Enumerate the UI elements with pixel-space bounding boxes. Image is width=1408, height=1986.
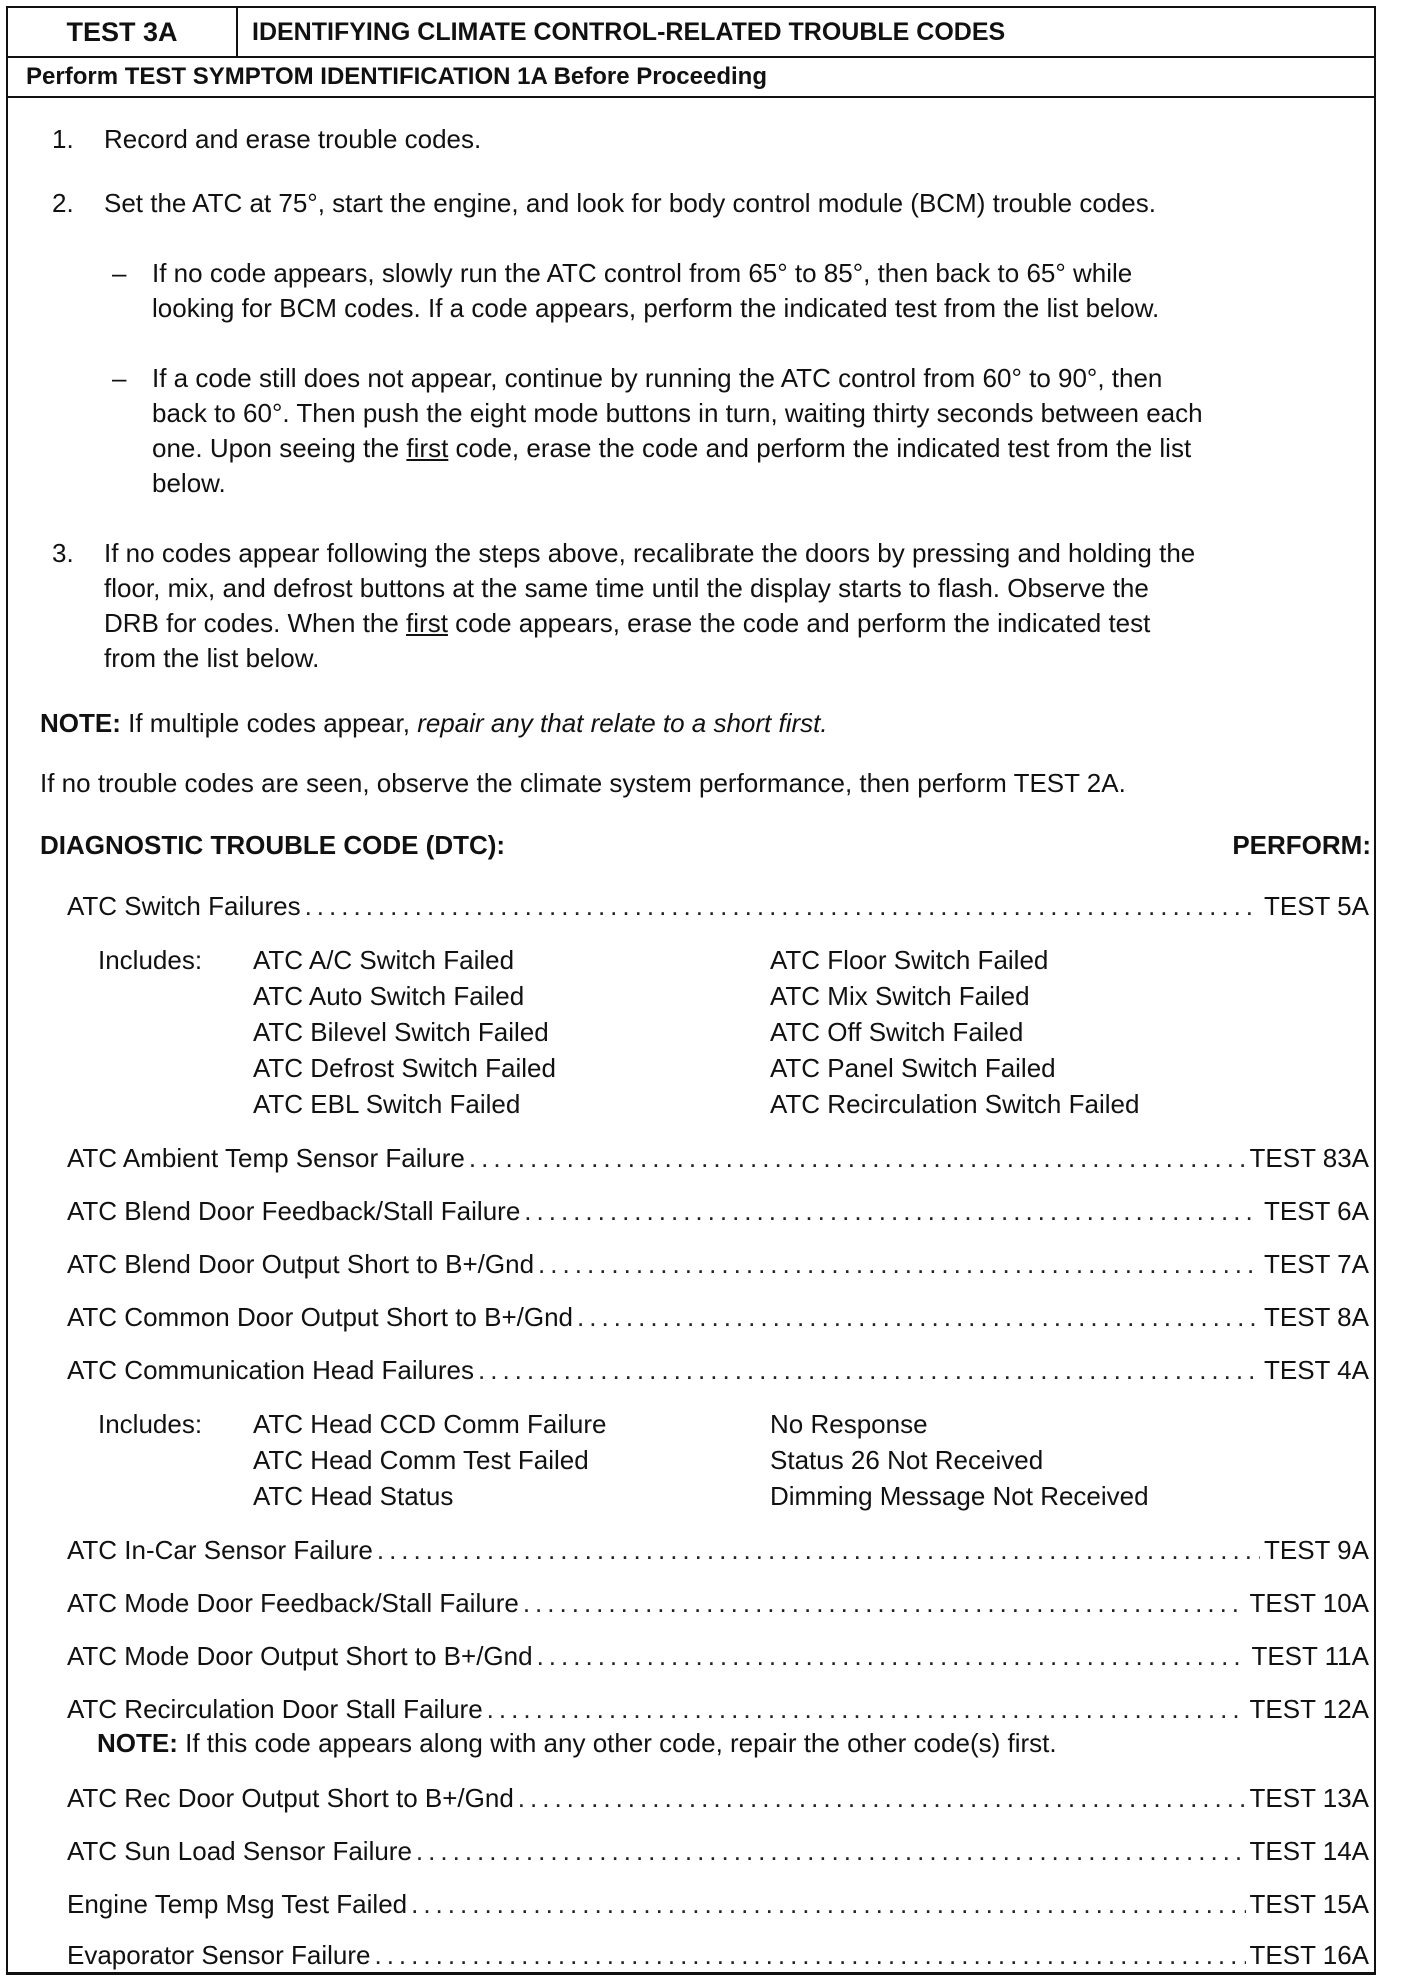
note-multiple-codes: [40, 706, 828, 741]
dtc-test: TEST 6A: [1263, 1196, 1369, 1226]
bullet-2-line-1: If a code still does not appear, continue by running the ATC control from 60° to 90°, then: [152, 363, 1163, 393]
dtc-test: TEST 83A: [1249, 1143, 1369, 1173]
dtc-test: TEST 16A: [1249, 1940, 1369, 1970]
dtc-name: ATC Switch Failures: [67, 891, 301, 921]
bullet-2-line-3b: code, erase the code and perform the indicated test from the list: [448, 433, 1192, 463]
dtc-name: ATC Ambient Temp Sensor Failure: [67, 1143, 465, 1173]
dot-leader: [538, 1246, 1260, 1282]
dtc-test: TEST 5A: [1263, 891, 1369, 921]
dtc-name: ATC Mode Door Feedback/Stall Failure: [67, 1588, 519, 1618]
step-3-line-4: from the list below.: [104, 643, 320, 673]
dtc-test: TEST 4A: [1263, 1355, 1369, 1385]
dtc-row: [67, 1352, 1369, 1388]
note-italic: repair any that relate to a short first.: [417, 708, 828, 738]
step-3-line-3b: code appears, erase the code and perform the indicated test: [447, 608, 1151, 638]
dtc-row: [67, 1585, 1369, 1621]
dot-leader: [377, 1532, 1260, 1568]
step-3-line-3a: DRB for codes. When the: [104, 608, 407, 638]
note-text: If multiple codes appear,: [120, 708, 418, 738]
step-2-text: Set the ATC at 75°, start the engine, and look for body control module (BCM) trouble codes.: [104, 188, 1156, 218]
bullet-2-line-3a: one. Upon seeing the: [152, 433, 407, 463]
test-header: [6, 6, 1376, 58]
dtc-test: TEST 10A: [1249, 1588, 1369, 1618]
dtc-row: [67, 1140, 1369, 1176]
step-1-text: Record and erase trouble codes.: [104, 124, 482, 154]
dtc-row: [67, 888, 1369, 924]
dtc-header-left: DIAGNOSTIC TROUBLE CODE (DTC):: [40, 830, 506, 860]
dtc-row: [67, 1299, 1369, 1335]
dtc-row: [67, 1886, 1369, 1922]
include-item: ATC Mix Switch Failed: [770, 981, 1030, 1011]
note-label: NOTE:: [97, 1728, 178, 1758]
dtc-test: TEST 11A: [1251, 1641, 1369, 1671]
include-item: ATC Head Status: [253, 1481, 454, 1511]
dtc-test: TEST 7A: [1263, 1249, 1369, 1279]
includes-label: Includes:: [98, 945, 203, 975]
dtc-row: [67, 1638, 1369, 1674]
include-item: ATC Recirculation Switch Failed: [770, 1089, 1140, 1119]
dtc-test: TEST 14A: [1249, 1836, 1369, 1866]
include-item: ATC Defrost Switch Failed: [253, 1053, 556, 1083]
include-item: ATC Floor Switch Failed: [770, 945, 1049, 975]
note-text: If this code appears along with any other code, repair the other code(s) first.: [177, 1728, 1057, 1758]
bullet-2-line-3: [152, 431, 1191, 466]
note-label: NOTE:: [40, 708, 121, 738]
bullet-1-dash: –: [112, 258, 127, 288]
dtc-test: TEST 8A: [1263, 1302, 1369, 1332]
dtc-name: ATC In-Car Sensor Failure: [67, 1535, 373, 1565]
include-item: ATC Off Switch Failed: [770, 1017, 1024, 1047]
dtc-test: TEST 9A: [1263, 1535, 1369, 1565]
emphasis-first-1: first: [406, 433, 449, 463]
dot-leader: [411, 1886, 1245, 1922]
dtc-row: [67, 1691, 1369, 1727]
dtc-header-right: PERFORM:: [1232, 830, 1371, 860]
dtc-name: ATC Recirculation Door Stall Failure: [67, 1694, 483, 1724]
dtc-name: ATC Blend Door Feedback/Stall Failure: [67, 1196, 521, 1226]
bullet-1-line-1: If no code appears, slowly run the ATC control from 65° to 85°, then back to 65° while: [152, 258, 1133, 288]
dtc-name: ATC Blend Door Output Short to B+/Gnd: [67, 1249, 535, 1279]
dtc-name: Evaporator Sensor Failure: [67, 1940, 371, 1970]
step-3-line-1: If no codes appear following the steps above, recalibrate the doors by pressing and holding the: [104, 538, 1196, 568]
step-1-number: 1.: [52, 124, 74, 154]
include-item: ATC A/C Switch Failed: [253, 945, 515, 975]
dtc-row: [67, 1780, 1369, 1816]
include-item: Dimming Message Not Received: [770, 1481, 1149, 1511]
dtc-name: ATC Mode Door Output Short to B+/Gnd: [67, 1641, 533, 1671]
emphasis-first-2: first: [406, 608, 448, 638]
step-3-line-3: [104, 606, 1150, 641]
bullet-2-line-4: below.: [152, 468, 226, 498]
dtc-test: TEST 13A: [1249, 1783, 1369, 1813]
dtc-row: [67, 1532, 1369, 1568]
dtc-row: [67, 1833, 1369, 1869]
dtc-test: TEST 15A: [1249, 1889, 1369, 1919]
no-codes-instruction: If no trouble codes are seen, observe the climate system performance, then perform TEST 2A.: [40, 768, 1126, 798]
includes-label: Includes:: [98, 1409, 203, 1439]
step-3-line-2: floor, mix, and defrost buttons at the same time until the display starts to flash. Observe the: [104, 573, 1149, 603]
dtc-name: ATC Communication Head Failures: [67, 1355, 474, 1385]
test-title: IDENTIFYING CLIMATE CONTROL-RELATED TROUBLE CODES: [252, 17, 1006, 46]
step-3-number: 3.: [52, 538, 74, 568]
include-item: ATC Head Comm Test Failed: [253, 1445, 589, 1475]
bullet-1-line-2: looking for BCM codes. If a code appears, perform the indicated test from the list below.: [152, 293, 1160, 323]
dot-leader: [469, 1140, 1246, 1176]
dot-leader: [374, 1937, 1245, 1973]
dtc-row: [67, 1246, 1369, 1282]
step-2-number: 2.: [52, 188, 74, 218]
include-item: ATC Bilevel Switch Failed: [253, 1017, 549, 1047]
dot-leader: [523, 1585, 1246, 1621]
dot-leader: [577, 1299, 1260, 1335]
dtc-test: TEST 12A: [1249, 1694, 1369, 1724]
dtc-name: Engine Temp Msg Test Failed: [67, 1889, 408, 1919]
include-item: ATC Panel Switch Failed: [770, 1053, 1056, 1083]
bullet-2-dash: –: [112, 363, 127, 393]
dot-leader: [537, 1638, 1248, 1674]
note-recirculation: [97, 1726, 1057, 1761]
dot-leader: [478, 1352, 1260, 1388]
include-item: ATC Head CCD Comm Failure: [253, 1409, 607, 1439]
dot-leader: [487, 1691, 1246, 1727]
dtc-row: [67, 1937, 1369, 1973]
dot-leader: [524, 1193, 1260, 1229]
dtc-row: [67, 1193, 1369, 1229]
dot-leader: [518, 1780, 1246, 1816]
dtc-name: ATC Sun Load Sensor Failure: [67, 1836, 412, 1866]
dot-leader: [416, 1833, 1246, 1869]
include-item: Status 26 Not Received: [770, 1445, 1044, 1475]
dtc-name: ATC Rec Door Output Short to B+/Gnd: [67, 1783, 514, 1813]
bullet-2-line-2: back to 60°. Then push the eight mode buttons in turn, waiting thirty seconds between each: [152, 398, 1203, 428]
test-id: TEST 3A: [8, 8, 238, 56]
dot-leader: [305, 888, 1260, 924]
dtc-name: ATC Common Door Output Short to B+/Gnd: [67, 1302, 574, 1332]
include-item: ATC EBL Switch Failed: [253, 1089, 521, 1119]
include-item: No Response: [770, 1409, 928, 1439]
include-item: ATC Auto Switch Failed: [253, 981, 525, 1011]
test-subtitle: Perform TEST SYMPTOM IDENTIFICATION 1A Before Proceeding: [6, 58, 1376, 98]
